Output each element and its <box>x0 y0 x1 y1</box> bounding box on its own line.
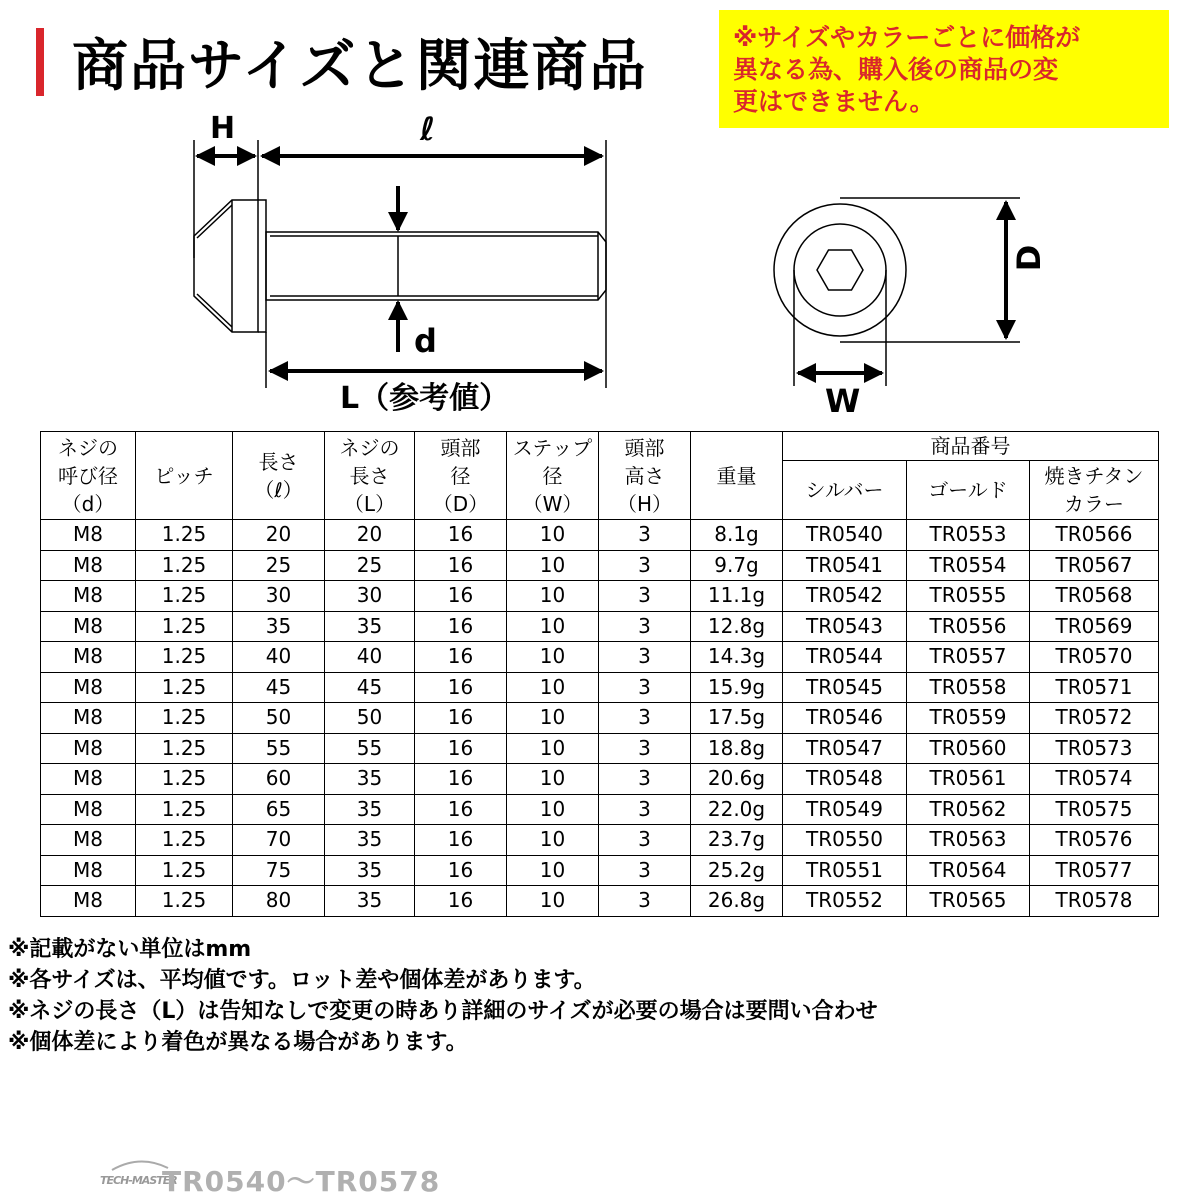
table-cell: 10 <box>507 581 599 612</box>
table-cell: 10 <box>507 642 599 673</box>
table-cell: 18.8g <box>691 733 783 764</box>
table-cell: 20 <box>325 520 415 551</box>
table-cell: 17.5g <box>691 703 783 734</box>
table-cell: 1.25 <box>136 550 233 581</box>
table-cell: TR0547 <box>783 733 907 764</box>
table-cell: 45 <box>325 672 415 703</box>
table-cell: 12.8g <box>691 611 783 642</box>
table-cell: TR0558 <box>907 672 1030 703</box>
title-accent-bar <box>36 28 44 96</box>
table-row <box>41 855 1159 886</box>
note-line: ※各サイズは、平均値です。ロット差や個体差があります。 <box>8 968 596 993</box>
dim-label-D: D <box>1010 244 1048 272</box>
table-cell: 22.0g <box>691 794 783 825</box>
table-row <box>41 794 1159 825</box>
table-cell: 1.25 <box>136 764 233 795</box>
table-cell: 60 <box>233 764 325 795</box>
table-cell: TR0560 <box>907 733 1030 764</box>
table-cell: 16 <box>415 642 507 673</box>
product-range: TR0540〜TR0578 <box>162 1165 441 1198</box>
table-cell: 16 <box>415 886 507 917</box>
table-cell: TR0542 <box>783 581 907 612</box>
table-cell: 11.1g <box>691 581 783 612</box>
table-cell: TR0576 <box>1030 825 1159 856</box>
table-cell: 35 <box>325 611 415 642</box>
table-cell: M8 <box>41 550 136 581</box>
table-cell: 3 <box>599 733 691 764</box>
table-cell: 75 <box>233 855 325 886</box>
table-cell: 8.1g <box>691 520 783 551</box>
table-cell: 10 <box>507 733 599 764</box>
table-cell: 35 <box>325 825 415 856</box>
table-cell: TR0577 <box>1030 855 1159 886</box>
table-cell: TR0551 <box>783 855 907 886</box>
table-cell: 10 <box>507 886 599 917</box>
table-cell: 40 <box>233 642 325 673</box>
table-cell: TR0541 <box>783 550 907 581</box>
table-cell: TR0568 <box>1030 581 1159 612</box>
table-cell: 70 <box>233 825 325 856</box>
table-cell: 80 <box>233 886 325 917</box>
header-head-diameter: 頭部 径 （D） <box>415 432 507 520</box>
table-cell: 30 <box>325 581 415 612</box>
table-cell: 3 <box>599 611 691 642</box>
table-cell: TR0578 <box>1030 886 1159 917</box>
table-cell: TR0557 <box>907 642 1030 673</box>
header-weight: 重量 <box>691 432 783 520</box>
table-cell: 10 <box>507 764 599 795</box>
table-cell: 3 <box>599 855 691 886</box>
table-cell: 14.3g <box>691 642 783 673</box>
table-cell: M8 <box>41 642 136 673</box>
table-cell: TR0564 <box>907 855 1030 886</box>
table-cell: TR0546 <box>783 703 907 734</box>
table-cell: 1.25 <box>136 794 233 825</box>
table-cell: 10 <box>507 825 599 856</box>
notice-line: ※サイズやカラーごとに価格が <box>733 23 1081 52</box>
table-cell: 10 <box>507 794 599 825</box>
table-cell: M8 <box>41 886 136 917</box>
header-length: 長さ （ℓ） <box>233 432 325 520</box>
table-cell: 65 <box>233 794 325 825</box>
table-row <box>41 672 1159 703</box>
table-cell: 16 <box>415 672 507 703</box>
table-cell: 1.25 <box>136 611 233 642</box>
table-cell: TR0540 <box>783 520 907 551</box>
table-cell: 1.25 <box>136 886 233 917</box>
header-thread-diameter: ネジの 呼び径 （d） <box>41 432 136 520</box>
table-cell: 16 <box>415 794 507 825</box>
note-line: ※記載がない単位はmm <box>8 937 252 962</box>
table-row <box>41 611 1159 642</box>
table-cell: 3 <box>599 764 691 795</box>
header-pitch: ピッチ <box>136 432 233 520</box>
dim-label-L: L（参考値） <box>340 381 510 416</box>
bolt-dimension-diagram <box>0 100 1200 420</box>
table-cell: 3 <box>599 550 691 581</box>
table-cell: 55 <box>325 733 415 764</box>
notice-line: 異なる為、購入後の商品の変 <box>733 55 1059 84</box>
table-cell: M8 <box>41 672 136 703</box>
table-cell: TR0556 <box>907 611 1030 642</box>
table-cell: M8 <box>41 794 136 825</box>
notes <box>8 934 878 1058</box>
table-cell: 15.9g <box>691 672 783 703</box>
page-title: 商品サイズと関連商品 <box>72 34 648 99</box>
table-cell: 20.6g <box>691 764 783 795</box>
table-cell: 10 <box>507 520 599 551</box>
table-cell: 3 <box>599 581 691 612</box>
table-row <box>41 642 1159 673</box>
table-cell: 25 <box>233 550 325 581</box>
dim-label-H: H <box>210 111 236 146</box>
table-cell: TR0559 <box>907 703 1030 734</box>
table-cell: 16 <box>415 855 507 886</box>
table-cell: M8 <box>41 520 136 551</box>
header-gold: ゴールド <box>907 461 1030 520</box>
table-cell: 16 <box>415 825 507 856</box>
table-cell: TR0570 <box>1030 642 1159 673</box>
table-cell: 10 <box>507 855 599 886</box>
dim-label-l: ℓ <box>420 110 436 148</box>
table-cell: TR0563 <box>907 825 1030 856</box>
table-cell: TR0575 <box>1030 794 1159 825</box>
table-cell: 16 <box>415 764 507 795</box>
header-product-number: 商品番号 <box>783 432 1159 461</box>
brand-logo: TECH-MASTER <box>100 1174 177 1187</box>
header-silver: シルバー <box>783 461 907 520</box>
table-cell: 55 <box>233 733 325 764</box>
table-cell: 1.25 <box>136 581 233 612</box>
table-cell: 3 <box>599 520 691 551</box>
table-cell: 45 <box>233 672 325 703</box>
table-cell: 1.25 <box>136 733 233 764</box>
table-cell: M8 <box>41 764 136 795</box>
table-cell: 16 <box>415 703 507 734</box>
table-cell: 1.25 <box>136 520 233 551</box>
table-cell: TR0548 <box>783 764 907 795</box>
table-cell: TR0549 <box>783 794 907 825</box>
table-cell: 10 <box>507 550 599 581</box>
table-row <box>41 733 1159 764</box>
header-step-diameter: ステップ 径 （W） <box>507 432 599 520</box>
dim-label-W: W <box>825 382 861 420</box>
table-cell: TR0553 <box>907 520 1030 551</box>
header-burnt-titanium: 焼きチタン カラー <box>1030 461 1159 520</box>
note-line: ※ネジの長さ（L）は告知なしで変更の時あり詳細のサイズが必要の場合は要問い合わせ <box>8 999 878 1024</box>
table-cell: 10 <box>507 672 599 703</box>
table-cell: 3 <box>599 642 691 673</box>
table-cell: 3 <box>599 794 691 825</box>
table-cell: TR0565 <box>907 886 1030 917</box>
table-cell: 10 <box>507 703 599 734</box>
table-cell: 16 <box>415 611 507 642</box>
table-cell: 3 <box>599 886 691 917</box>
table-cell: 35 <box>233 611 325 642</box>
table-cell: 3 <box>599 825 691 856</box>
table-row <box>41 764 1159 795</box>
table-cell: 9.7g <box>691 550 783 581</box>
table-cell: 50 <box>233 703 325 734</box>
table-cell: 1.25 <box>136 703 233 734</box>
spec-table <box>40 431 1159 917</box>
table-cell: TR0562 <box>907 794 1030 825</box>
table-row <box>41 886 1159 917</box>
table-cell: 35 <box>325 886 415 917</box>
table-cell: TR0552 <box>783 886 907 917</box>
header-thread-length: ネジの 長さ （L） <box>325 432 415 520</box>
table-cell: 10 <box>507 611 599 642</box>
table-cell: TR0543 <box>783 611 907 642</box>
table-cell: M8 <box>41 703 136 734</box>
table-cell: TR0573 <box>1030 733 1159 764</box>
table-cell: 35 <box>325 764 415 795</box>
table-cell: 35 <box>325 855 415 886</box>
table-cell: TR0574 <box>1030 764 1159 795</box>
table-cell: 40 <box>325 642 415 673</box>
table-cell: TR0545 <box>783 672 907 703</box>
table-cell: 35 <box>325 794 415 825</box>
dim-label-d: d <box>414 322 437 360</box>
table-cell: 20 <box>233 520 325 551</box>
brand-swoosh-icon <box>110 1158 170 1172</box>
notice-line: 更はできません。 <box>733 87 935 116</box>
table-cell: M8 <box>41 733 136 764</box>
table-cell: 1.25 <box>136 855 233 886</box>
note-line: ※個体差により着色が異なる場合があります。 <box>8 1030 468 1055</box>
header-head-height: 頭部 高さ （H） <box>599 432 691 520</box>
table-cell: 3 <box>599 703 691 734</box>
table-cell: M8 <box>41 611 136 642</box>
table-cell: TR0555 <box>907 581 1030 612</box>
table-cell: 1.25 <box>136 642 233 673</box>
table-cell: TR0572 <box>1030 703 1159 734</box>
table-row <box>41 825 1159 856</box>
table-row <box>41 581 1159 612</box>
table-cell: TR0561 <box>907 764 1030 795</box>
table-cell: 25.2g <box>691 855 783 886</box>
table-cell: 16 <box>415 550 507 581</box>
table-cell: TR0567 <box>1030 550 1159 581</box>
table-cell: 16 <box>415 581 507 612</box>
table-cell: TR0544 <box>783 642 907 673</box>
table-cell: TR0554 <box>907 550 1030 581</box>
table-cell: 1.25 <box>136 672 233 703</box>
table-cell: 50 <box>325 703 415 734</box>
table-cell: 16 <box>415 733 507 764</box>
table-cell: TR0566 <box>1030 520 1159 551</box>
table-cell: M8 <box>41 855 136 886</box>
table-cell: 1.25 <box>136 825 233 856</box>
table-cell: 30 <box>233 581 325 612</box>
table-cell: 26.8g <box>691 886 783 917</box>
table-cell: TR0569 <box>1030 611 1159 642</box>
table-cell: M8 <box>41 581 136 612</box>
table-cell: TR0571 <box>1030 672 1159 703</box>
table-row <box>41 703 1159 734</box>
table-row <box>41 550 1159 581</box>
table-cell: 16 <box>415 520 507 551</box>
table-cell: 23.7g <box>691 825 783 856</box>
table-cell: 25 <box>325 550 415 581</box>
table-cell: M8 <box>41 825 136 856</box>
table-cell: TR0550 <box>783 825 907 856</box>
table-row <box>41 520 1159 551</box>
table-cell: 3 <box>599 672 691 703</box>
